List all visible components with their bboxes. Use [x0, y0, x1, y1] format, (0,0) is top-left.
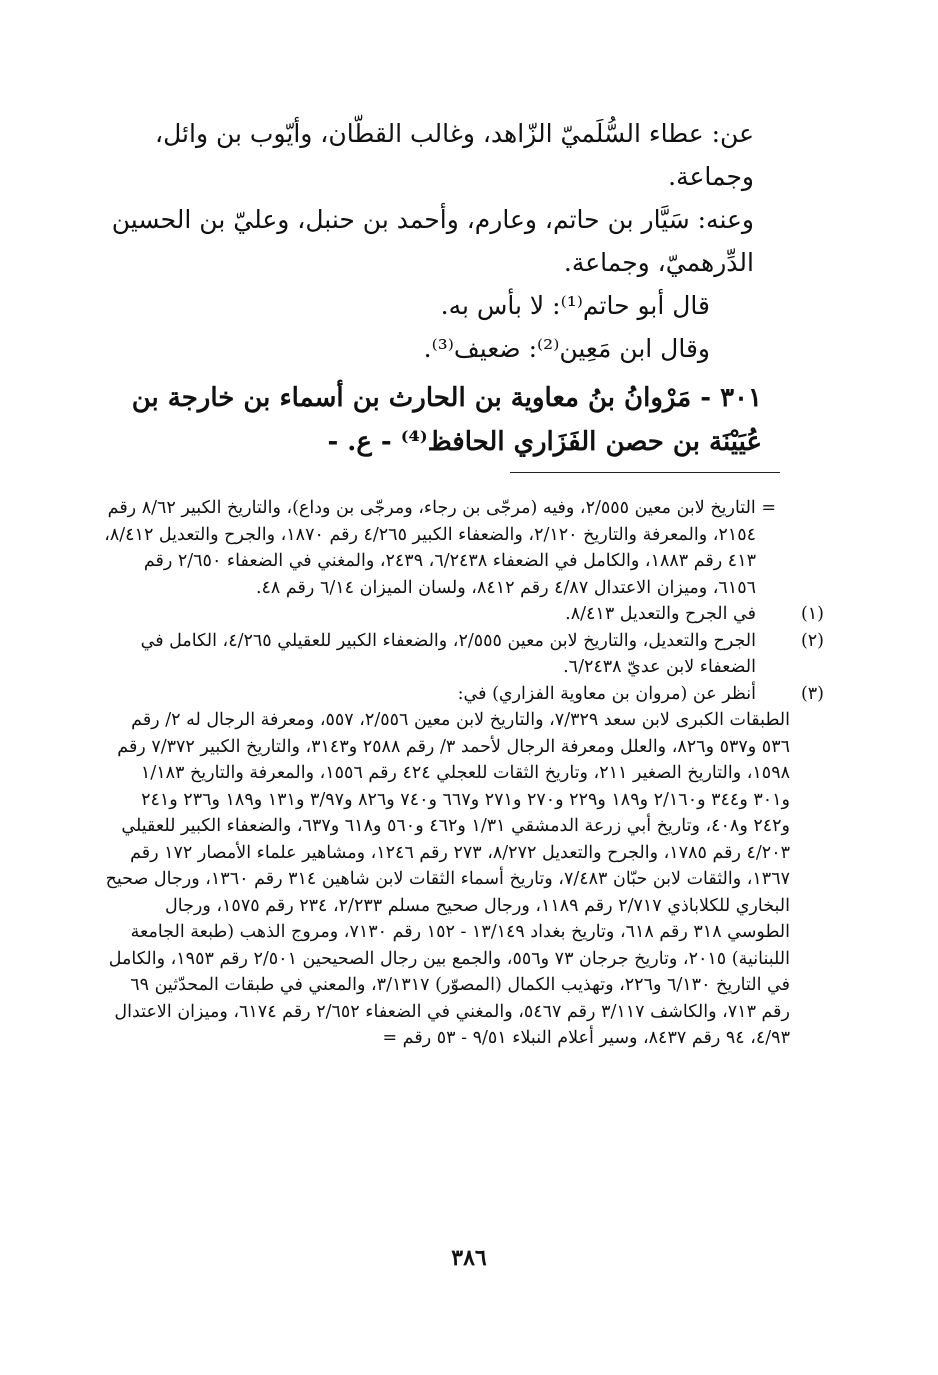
footnote-text: أنظر عن (مروان بن معاوية الفزاري) في: — [457, 683, 756, 704]
ibn-main-quote: وقال ابن مَعِين⁽²⁾: ضعيف⁽³⁾. — [423, 334, 710, 363]
footnote-3 — [100, 681, 824, 708]
footnote-number: (٣) — [800, 683, 824, 704]
abu-hatim-quote: قال أبو حاتم⁽¹⁾: لا بأس به. — [440, 291, 710, 320]
footnote-3-body: الطبقات الكبرى لابن سعد ٧/٣٢٩، والتاريخ لابن معين ٢/٥٥٦، ٥٥٧، ومعرفة الرجال له ٢/ رقم ٥٣٦ و٥٣٧ و٨٢٦، والعلل ومعرفة الرجال لأحمد ٣/ رقم ٢٥٨٨ و٣١٤٣، والتاريخ الكبير ٧/٣٧٢ رقم ١٥٩٨، والتاريخ الصغير ٢١١، وتاريخ الثقات للعجلي ٤٢٤ رقم ١٥٥٦، والمعرفة والتاريخ ١/١٨٣ و٣٠١ و٣٤٤ و٢/١٦٠ و١٨٩ و٢٢٩ و٢٧٠ و٢٧١ و٦٦٧ و٧٤٠ و٨٢٦ و٣/٩٧ و١٣١ و١٨٩ و٢٣٦ و٢٤١ و٢٤٢ و٤٠٨، وتاريخ أبي زرعة الدمشقي ١/٣١ و٤٦٢ و٥٦٠ و٦١٨ و٦٣٧، والضعفاء الكبير للعقيلي ٤/٢٠٣ رقم ١٧٨٥، والجرح والتعديل ٨/٢٧٢، ٢٧٣ رقم ١٢٤٦، ومشاهير علماء الأمصار ١٧٢ رقم ١٣٦٧، والثقات لابن حبّان ٧/٤٨٣، وتاريخ أسماء الثقات لابن شاهين ٣١٤ رقم ١٣٦٠، ورجال صحيح البخاري للكلاباذي ٢/٧١٧ رقم ١١٨٩، ورجال صحيح مسلم ٢/٢٣٣، ٢٣٤ رقم ١٥٧٥، ورجال الطوسي ٣١٨ رقم ٦١٨، وتاريخ بغداد ١٣/١٤٩ - ١٥٢ رقم ٧١٣٠، ومروج الذهب (طبعة الجامعة اللبنانية) ٢٠١٥، وتاريخ جرجان ٧٣ و٥٥٦، والجمع بين رجال الصحيحين ٢/٥٠١ رقم ١٩٥٣، والكامل في التاريخ ٦/١٣٠ و٢٢٦، وتهذيب الكمال (المصوّر) ٣/١٣١٧، والمعني في طبقات المحدّثين ٦٩ رقم ٧١٣، والكاشف ٣/١١٧ رقم ٥٤٦٧، والمغني في الضعفاء ٢/٦٥٢ رقم ٦١٧٤، وميزان الاعتدال ٤/٩٣، ٩٤ رقم ٨٤٣٧، وسير أعلام النبلاء ٩/٥١ - ٥٣ رقم = — [105, 710, 790, 1048]
page-number: ٣٨٦ — [451, 1245, 487, 1271]
footnote-text: في الجرح والتعديل ٨/٤١٣. — [565, 604, 756, 624]
footnote-1 — [100, 601, 824, 628]
entry-heading: ٣٠١ - مَرْوانُ بنُ معاوية بن الحارث بن أسماء بن خارجة بن عُيَيْنَة بن حصن الفَزَاري الحافظ⁽⁴⁾ - ع. - — [131, 383, 762, 457]
footnote-number: (١) — [800, 604, 824, 624]
footnotes — [100, 495, 824, 1052]
footnote-text: الجرح والتعديل، والتاريخ لابن معين ٢/٥٥٥، والضعفاء الكبير للعقيلي ٤/٢٦٥، الكامل في الضعفاء لابن عديّ ٦/٢٤٣٨. — [140, 630, 756, 677]
main-text — [100, 112, 790, 464]
narrators-from-line: عن: عطاء السُّلَميّ الزّاهد، وغالب القطّان، وأيّوب بن وائل، وجماعة. — [155, 119, 754, 191]
footnote-number: (٢) — [800, 630, 824, 651]
footnote-separator — [510, 472, 780, 473]
footnote-continuation: = التاريخ لابن معين ٢/٥٥٥، وفيه (مرجّى بن رجاء، ومرجّى بن وداع)، والتاريخ الكبير ٨/٦٢ رقم ٢١٥٤، والمعرفة والتاريخ ٢/١٢٠، والضعفاء الكبير ٤/٢٦٥ رقم ١٨٧٠، والجرح والتعديل ٨/٤١٢، ٤١٣ رقم ١٨٨٣، والكامل في الضعفاء ٦/٢٤٣٨، ٢٤٣٩، والمغني في الضعفاء ٢/٦٥٠ رقم ٦١٥٦، وميزان الاعتدال ٤/٨٧ رقم ٨٤١٢، ولسان الميزان ٦/١٤ رقم ٤٨. — [104, 498, 776, 598]
narrators-to-line: وعنه: سَيَّار بن حاتم، وعارم، وأحمد بن حنبل، وعليّ بن الحسين الدِّرهميّ، وجماعة. — [111, 205, 754, 277]
footnote-2 — [100, 628, 824, 681]
